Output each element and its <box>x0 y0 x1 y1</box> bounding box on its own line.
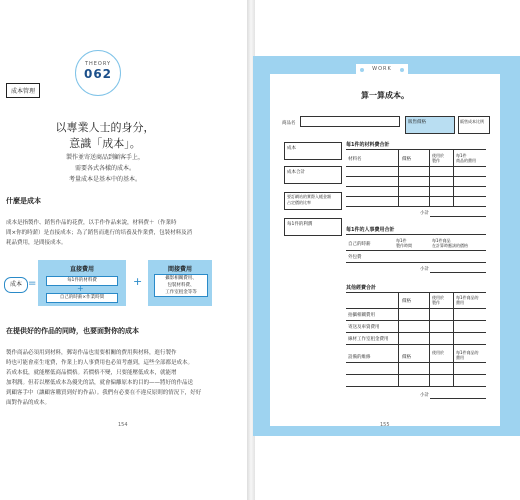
divider <box>346 149 486 150</box>
labor-col-rate: 自己的時薪 <box>348 242 371 247</box>
labor-section-title: 每1件的人事費用合計 <box>346 227 395 233</box>
section-heading-2: 在提供好的作品的同時，也要面對你的成本 <box>6 326 139 335</box>
indirect-item: 包裝材料費、 <box>167 283 195 288</box>
indirect-item: 工作室租金等等 <box>165 290 197 295</box>
intro-line-3: 考量成本是基本中的基本。 <box>68 176 141 183</box>
col-divider <box>398 150 399 206</box>
cost-total-label: 成本合計 <box>287 170 305 175</box>
table-row <box>346 262 486 263</box>
material-col-unit: 每1件 <box>456 153 467 158</box>
table-row <box>346 196 486 197</box>
cost-ratio-label: 販售成本比例 <box>460 119 484 124</box>
work-tag: WORK <box>356 64 408 74</box>
para-line: 耗品費用，是間接成本。 <box>6 240 67 246</box>
other-row-photo: 拍攝相關費用 <box>348 313 375 318</box>
col-divider <box>429 150 430 206</box>
section-1-body <box>6 218 238 248</box>
title-line-1: 以專業人士的身分， <box>55 121 155 134</box>
other-col-unit-4: 費用 <box>456 355 464 360</box>
theory-number: 062 <box>83 67 113 81</box>
table-row <box>346 186 486 187</box>
subtotal-line <box>430 216 486 217</box>
table-row <box>346 374 486 375</box>
other-subtotal: 小計 <box>420 393 429 398</box>
page-number-left: 154 <box>118 422 128 428</box>
material-col-price: 價格 <box>402 157 411 162</box>
page-number-right: 155 <box>380 422 390 428</box>
indirect-item: 攝影相關費用、 <box>165 276 197 281</box>
other-section-title: 其他經費合計 <box>346 285 377 291</box>
table-row <box>346 166 486 167</box>
indirect-cost-title: 間接費用 <box>167 266 192 273</box>
other-col-price-2: 價格 <box>402 355 411 360</box>
direct-item-1: 每1件的材料費 <box>46 276 118 286</box>
other-col-use-3: 使用於 <box>432 350 444 355</box>
sale-price-label: 販售價格 <box>408 120 426 125</box>
subtotal-line <box>430 398 486 399</box>
para-line: 時也可能會產生電費，作業上的人事費用也必須考慮到，這些全部都是成本。 <box>6 360 194 366</box>
table-row <box>346 206 486 207</box>
material-col-use: 使用於 <box>432 153 444 158</box>
plus-sign: + <box>133 275 143 288</box>
para-line: 成本是指製作、銷售作品的花費，以手作作品來說，材料費＋（作業時 <box>6 220 177 226</box>
other-col-unit-3: 每1件商品的 <box>456 350 479 355</box>
para-line: 間×你的時薪）是直接成本；為了銷售而進行的培養及作業費，包裝材料及消 <box>6 230 193 236</box>
other-col-unit: 每1件商品的 <box>456 295 479 300</box>
labor-col-time: 每1件 <box>396 238 407 243</box>
subtotal-line <box>430 272 486 273</box>
other-row-shipping: 寄送及車資費用 <box>348 325 380 330</box>
other-col-unit-2: 費用 <box>456 300 464 305</box>
table-row <box>346 320 486 321</box>
table-row <box>346 332 486 333</box>
inner-plus: + <box>77 284 84 293</box>
theory-badge <box>75 50 121 96</box>
other-row-equipment: 設備的維修 <box>348 355 371 360</box>
material-subtotal: 小計 <box>420 211 429 216</box>
intro-line-1: 製作並寄送商品到顧客手上， <box>65 154 144 161</box>
labor-subtotal: 小計 <box>420 267 429 272</box>
other-col-use: 使用於 <box>432 295 444 300</box>
para-line: 面對作品的成本。 <box>6 400 51 406</box>
material-col-unit-2: 商品的費用 <box>456 158 476 163</box>
intro-line-2: 需要各式各樣的成本。 <box>74 165 135 172</box>
material-section-title: 每1件的材料費合計 <box>346 142 390 148</box>
para-line: 加利潤。但若以壓低成本為優先的話，就會偏離原本的目的——將好的作品送 <box>6 380 194 386</box>
cost-box-label: 成本 <box>287 146 296 151</box>
rate-label-2: 占定價的比率 <box>287 200 311 205</box>
product-name-field[interactable] <box>300 116 400 127</box>
divider <box>346 234 486 235</box>
material-col-name: 材料名 <box>348 157 362 162</box>
table-row <box>346 308 486 309</box>
table-row <box>346 176 486 177</box>
intro-text <box>40 152 170 185</box>
col-divider <box>453 150 454 206</box>
worksheet-title: 算一算成本。 <box>361 90 409 100</box>
para-line: 若成本低，就能壓低商品價格。若價格不變，只要能壓低成本，就能增 <box>6 370 177 376</box>
rate-label-1: 要訂網站的實際入帳金額 <box>287 194 331 199</box>
direct-item-2: 自己的時薪×作業時間 <box>46 293 118 303</box>
outsource-label: 外包費 <box>348 255 362 260</box>
labor-col-cost: 每1件商品 <box>432 238 451 243</box>
cost-label: 成本 <box>4 277 28 293</box>
other-col-price: 價格 <box>402 299 411 304</box>
col-divider <box>429 292 430 386</box>
col-divider <box>453 292 454 386</box>
labor-col-cost-2: 在計算時應該的價格 <box>432 243 468 248</box>
other-col-use-2: 製作 <box>432 300 440 305</box>
divider <box>346 292 486 293</box>
labor-col-time-2: 製作時間 <box>396 243 412 248</box>
table-row <box>346 386 486 387</box>
material-col-use-2: 製作 <box>432 158 440 163</box>
profit-label: 每1件的利潤 <box>287 222 313 227</box>
product-name-label: 商品名 <box>282 121 296 126</box>
para-line: 製作商品必須用到材料，郵寄作品也需要相關的費用與材料，進行製作 <box>6 350 177 356</box>
section-heading-1: 什麼是成本 <box>6 196 41 205</box>
theory-label: THEORY <box>84 61 112 67</box>
page-title <box>30 120 180 152</box>
title-line-2: 意識「成本」。 <box>69 137 141 150</box>
equals-sign: = <box>28 278 37 289</box>
left-page <box>0 0 250 500</box>
other-row-rent: 線材工作室租金費用 <box>348 337 389 342</box>
section-2-body <box>6 348 238 408</box>
table-row <box>346 344 486 345</box>
para-line: 到顧客手中（讓顧客購買到好的作品）。我們有必要在不違反原則的情況下，好好 <box>6 390 202 396</box>
direct-cost-title: 直接費用 <box>69 266 94 273</box>
category-tag: 成本管理 <box>6 83 40 98</box>
indirect-items <box>154 274 208 297</box>
table-row <box>346 362 486 363</box>
table-row <box>346 250 486 251</box>
col-divider <box>398 292 399 386</box>
